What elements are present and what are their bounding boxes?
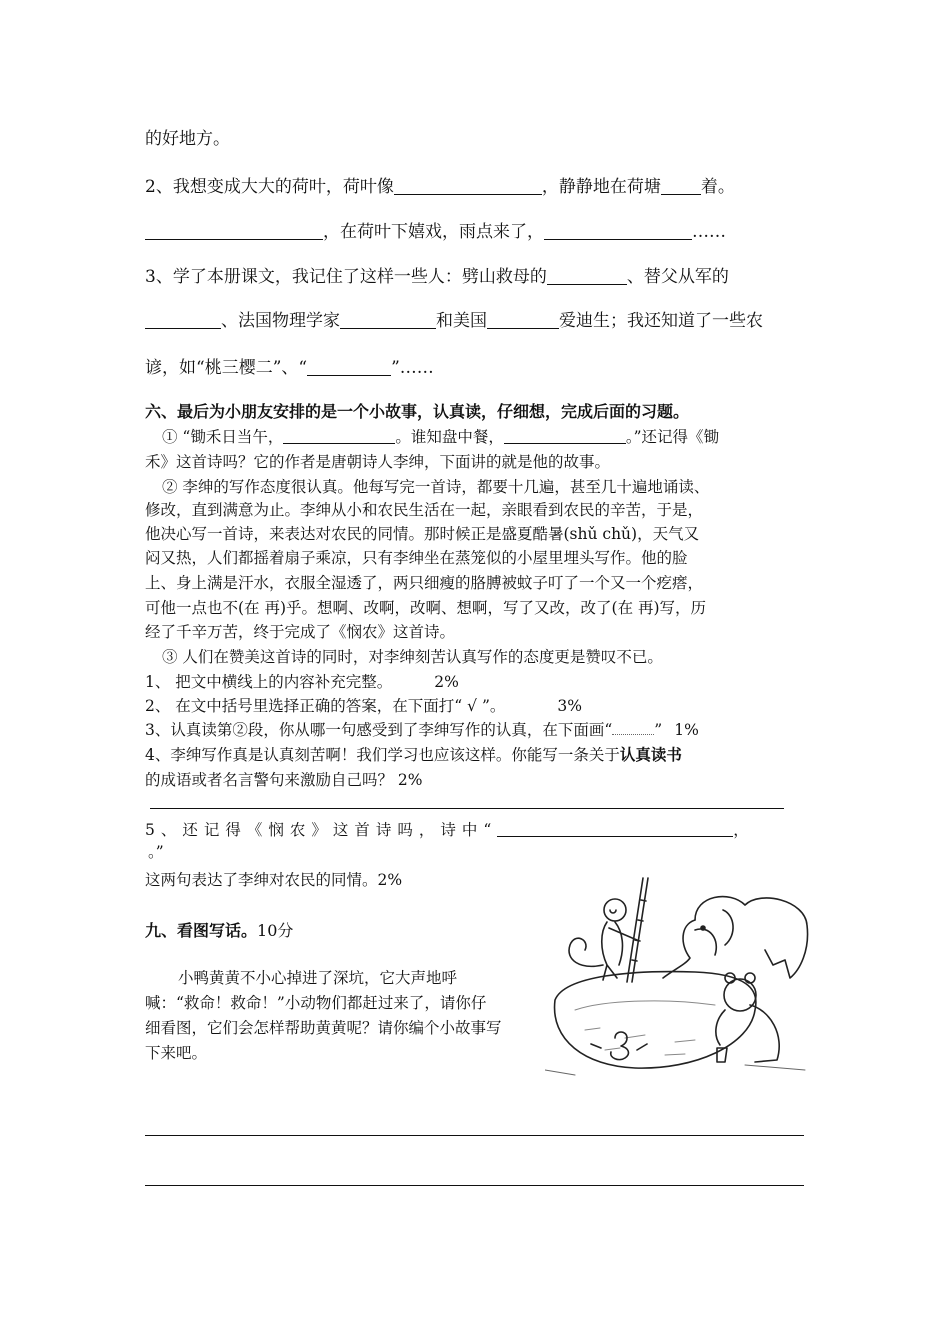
s6-question-5-line-2: 。” — [148, 843, 164, 861]
s9-prompt-line-3: 细看图，它们会怎样帮助黄黄呢？请你编个小故事写 — [145, 1019, 502, 1037]
q2-text-d: ，在荷叶下嬉戏，雨点来了， — [323, 222, 544, 242]
writing-line[interactable] — [145, 1185, 804, 1186]
s5-question-3-line-2 — [145, 306, 763, 331]
answer-blank[interactable] — [283, 427, 395, 444]
s6-paragraph-2-line-4: 闷又热，人们都摇着扇子乘凉，只有李绅坐在蒸笼似的小屋里埋头写作。他的脸 — [145, 549, 688, 567]
q2-text-e: …… — [692, 222, 726, 242]
duckling-figure — [611, 1032, 629, 1060]
section-9-heading — [145, 918, 293, 941]
answer-blank[interactable] — [504, 427, 626, 444]
q3-text-c: 、法国物理学家 — [221, 311, 340, 331]
s6-question-1 — [145, 670, 459, 692]
q3-text-g: ”…… — [391, 358, 434, 378]
s5-line-0: 的好地方。 — [145, 129, 230, 149]
wavy-line-mark — [612, 723, 654, 735]
s5-question-3-line-3 — [145, 353, 434, 378]
elephant-figure — [695, 897, 808, 978]
s6-question-5-line-1 — [145, 818, 749, 840]
bamboo-pole — [627, 878, 648, 982]
s5-question-3-line-1 — [145, 262, 729, 287]
s6-paragraph-2-line-2: 修改，直到满意为止。李绅从小和农民生活在一起，亲眼看到农民的辛苦，于是， — [145, 501, 704, 519]
s9-prompt-line-2: 喊：“救命！救命！”小动物们都赶过来了，请你仔 — [145, 994, 487, 1012]
section-6-heading: 六、最后为小朋友安排的是一个小故事，认真读，仔细想，完成后面的习题。 — [145, 402, 690, 421]
monkey-figure — [604, 899, 626, 921]
s6-paragraph-2-line-3: 他决心写一首诗，来表达对农民的同情。那时候正是盛夏酷暑(shǔ chǔ)，天气又 — [145, 525, 700, 543]
q5-text-a: 5、还记得《悯农》这首诗吗，诗中“ — [145, 821, 498, 839]
s6-paragraph-2-line-6: 可他一点也不(在 再)乎。想啊、改啊，改啊、想啊，写了又改，改了(在 再)写，历 — [145, 599, 707, 617]
q3-text-e: 爱迪生；我还知道了一些农 — [559, 311, 763, 331]
answer-blank[interactable] — [340, 310, 436, 329]
writing-line[interactable] — [145, 1135, 804, 1136]
q3-text-b: ” — [654, 721, 663, 739]
animals-rescue-illustration — [545, 870, 815, 1080]
q3-text-a: 3、认真读第②段，你从哪一句感受到了李绅写作的认真，在下面画“ — [145, 721, 613, 739]
s9-prompt-line-4: 下来吧。 — [145, 1044, 208, 1062]
q2-text: 2、 在文中括号里选择正确的答案，在下面打“ √ ”。 — [145, 697, 506, 715]
s6-question-2 — [145, 694, 582, 716]
s6-paragraph-3: ③ 人们在赞美这首诗的同时，对李绅刻苦认真写作的态度更是赞叹不已。 — [162, 648, 663, 666]
s6-paragraph-1-line-2: 禾》这首诗吗？它的作者是唐朝诗人李绅，下面讲的就是他的故事。 — [145, 453, 611, 471]
q4-bold-text: 认真读书 — [619, 746, 682, 764]
s6-paragraph-2-line-1: ② 李绅的写作态度很认真。他每写完一首诗，都要十几遍，甚至几十遍地诵读、 — [162, 478, 710, 496]
section-9-score: 10分 — [257, 921, 294, 940]
p1-text-b: 。谁知盘中餐， — [395, 428, 504, 446]
answer-blank[interactable] — [145, 310, 221, 329]
p1-text-a: ① “锄禾日当午， — [162, 428, 284, 446]
s5-question-2-line-2 — [145, 217, 726, 242]
answer-blank[interactable] — [544, 221, 692, 240]
q5-text-b: ， — [733, 821, 749, 839]
q2-text-c: 着。 — [700, 177, 735, 197]
q2-text-b: ，静静地在荷塘 — [541, 177, 661, 197]
q3-text-f: 谚，如“桃三樱二”、“ — [145, 358, 308, 378]
q3-score: 1% — [674, 721, 699, 739]
q2-text-a: 2、我想变成大大的荷叶，荷叶像 — [145, 177, 394, 197]
s6-question-5-line-3: 这两句表达了李绅对农民的同情。2% — [145, 871, 403, 889]
s9-prompt-line-1: 小鸭黄黄不小心掉进了深坑，它大声地呼 — [178, 969, 458, 987]
s6-paragraph-2-line-7: 经了千辛万苦，终于完成了《悯农》这首诗。 — [145, 623, 456, 641]
q4-text-a: 4、李绅写作真是认真刻苦啊！我们学习也应该这样。你能写一条关于 — [145, 746, 620, 764]
q3-text-d: 和美国 — [436, 311, 487, 331]
s6-question-4-line-1 — [145, 743, 682, 765]
answer-blank[interactable] — [487, 310, 559, 329]
answer-blank[interactable] — [497, 820, 733, 837]
s6-question-4-line-2: 的成语或者名言警句来激励自己吗？ 2% — [145, 771, 423, 789]
q1-text: 1、 把文中横线上的内容补充完整。 — [145, 673, 393, 691]
section-9-title: 九、看图写话。 — [145, 921, 258, 940]
s6-paragraph-2-line-5: 上、身上满是汗水，衣服全湿透了，两只细瘦的胳膊被蚊子叮了一个又一个疙瘩， — [145, 574, 704, 592]
answer-blank[interactable] — [145, 221, 323, 240]
q2-score: 3% — [557, 697, 582, 715]
s5-question-2-line-1 — [145, 172, 735, 197]
answer-blank[interactable] — [547, 266, 627, 285]
q1-score: 2% — [434, 673, 459, 691]
s6-question-3 — [145, 718, 699, 740]
q3-text-a: 3、学了本册课文，我记住了这样一些人：劈山救母的 — [145, 267, 547, 287]
bear-figure — [724, 979, 756, 1011]
p1-text-c: 。”还记得《锄 — [625, 428, 720, 446]
answer-blank[interactable] — [661, 176, 701, 195]
answer-blank[interactable] — [307, 357, 391, 376]
answer-blank[interactable] — [394, 176, 542, 195]
q3-text-b: 、替父从军的 — [626, 267, 729, 287]
s6-paragraph-1-line-1 — [162, 425, 719, 447]
answer-line[interactable] — [150, 808, 784, 809]
